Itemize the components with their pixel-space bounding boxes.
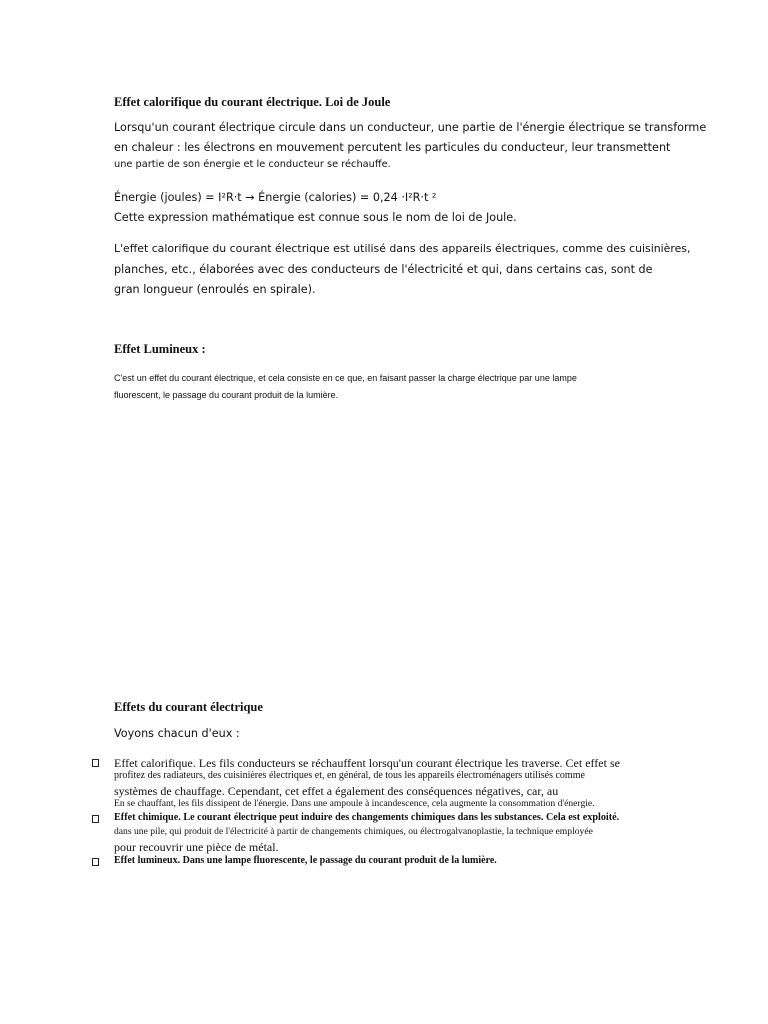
bullet-line: systèmes de chauffage. Cependant, cet effet a également des conséquences négatives, car, au: [114, 784, 559, 798]
paragraph-line: planches, etc., élaborées avec des conducteurs de l'électricité et qui, dans certains cas, sont de: [114, 263, 653, 276]
section-heading-effets: Effets du courant électrique: [114, 700, 263, 714]
section-heading-lumineux: Effet Lumineux :: [114, 342, 206, 356]
bullet-line: En se chauffant, les fils dissipent de l'énergie. Dans une ampoule à incandescence, cela augmente la consommation d'énergie.: [114, 798, 595, 809]
bullet-line: Effet lumineux. Dans une lampe fluorescente, le passage du courant produit de la lumière.: [114, 855, 497, 866]
bullet-line: dans une pile, qui produit de l'électricité à partir de changements chimiques, ou électrogalvanoplastie, la technique employée: [114, 826, 593, 837]
bullet-line: Effet calorifique. Les fils conducteurs se réchauffent lorsqu'un courant électrique les traverse. Cet effet se: [114, 756, 620, 770]
paragraph-line: gran longueur (enroulés en spirale).: [114, 283, 316, 296]
intro-text: Voyons chacun d'eux :: [114, 727, 240, 740]
bullet-box-icon: [92, 858, 99, 866]
paragraph-line: fluorescent, le passage du courant produit de la lumière.: [114, 390, 339, 400]
paragraph-line: en chaleur : les électrons en mouvement percutent les particules du conducteur, leur transmettent: [114, 141, 671, 154]
joule-formula: Énergie (joules) = I²R·t → Énergie (calories) = 0,24 ·I²R·t ²: [114, 191, 437, 204]
paragraph-line: une partie de son énergie et le conducteur se réchauffe.: [114, 159, 391, 170]
paragraph-line: C'est un effet du courant électrique, et cela consiste en ce que, en faisant passer la charge électrique par une lampe: [114, 373, 577, 383]
bullet-line: profitez des radiateurs, des cuisinières électriques et, en général, de tous les appareils électroménagers utilisés comme: [114, 770, 585, 781]
bullet-box-icon: [92, 759, 99, 767]
bullet-box-icon: [92, 815, 99, 823]
section-heading-joule: Effet calorifique du courant électrique. Loi de Joule: [114, 95, 391, 109]
bullet-line: Effet chimique. Le courant électrique peut induire des changements chimiques dans les substances. Cela est exploité.: [114, 812, 620, 823]
formula-note: Cette expression mathématique est connue sous le nom de loi de Joule.: [114, 211, 517, 224]
paragraph-line: Lorsqu'un courant électrique circule dans un conducteur, une partie de l'énergie électrique se transforme: [114, 121, 707, 134]
paragraph-line: L'effet calorifique du courant électrique est utilisé dans des appareils électriques, comme des cuisinières,: [114, 242, 691, 255]
bullet-line: pour recouvrir une pièce de métal.: [114, 840, 279, 854]
